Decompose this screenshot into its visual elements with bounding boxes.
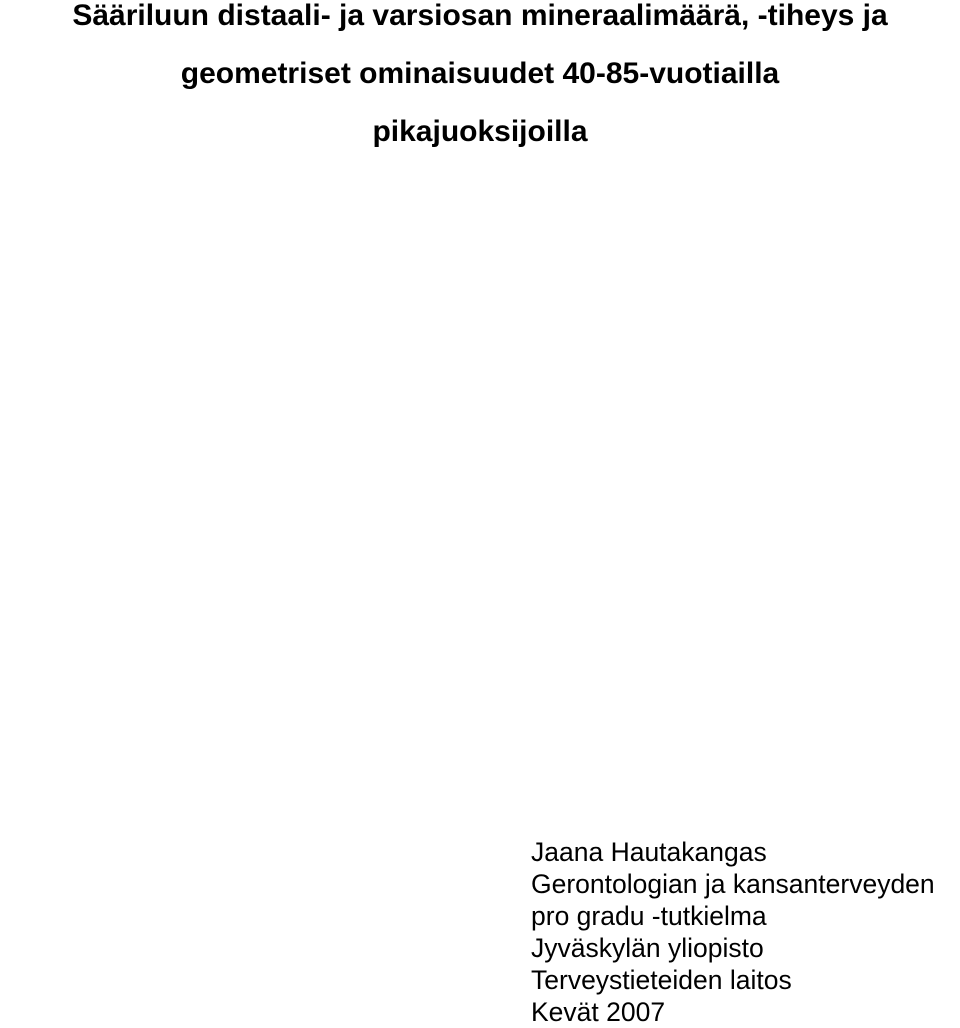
title-line-2: geometriset ominaisuudet 40-85-vuotiailla [180, 57, 780, 90]
department-name: Terveystieteiden laitos [531, 965, 792, 995]
author-info-block [531, 836, 935, 1028]
field-of-study: Gerontologian ja kansanterveyden [531, 869, 935, 899]
submission-date: Kevät 2007 [531, 997, 666, 1027]
university-name: Jyväskylän yliopisto [531, 933, 764, 963]
title-line-3: pikajuoksijoilla [372, 115, 588, 148]
thesis-type: pro gradu -tutkielma [531, 901, 767, 931]
author-name: Jaana Hautakangas [531, 837, 767, 867]
title-line-1: Sääriluun distaali- ja varsiosan mineraalimäärä, -tiheys ja [72, 0, 888, 32]
